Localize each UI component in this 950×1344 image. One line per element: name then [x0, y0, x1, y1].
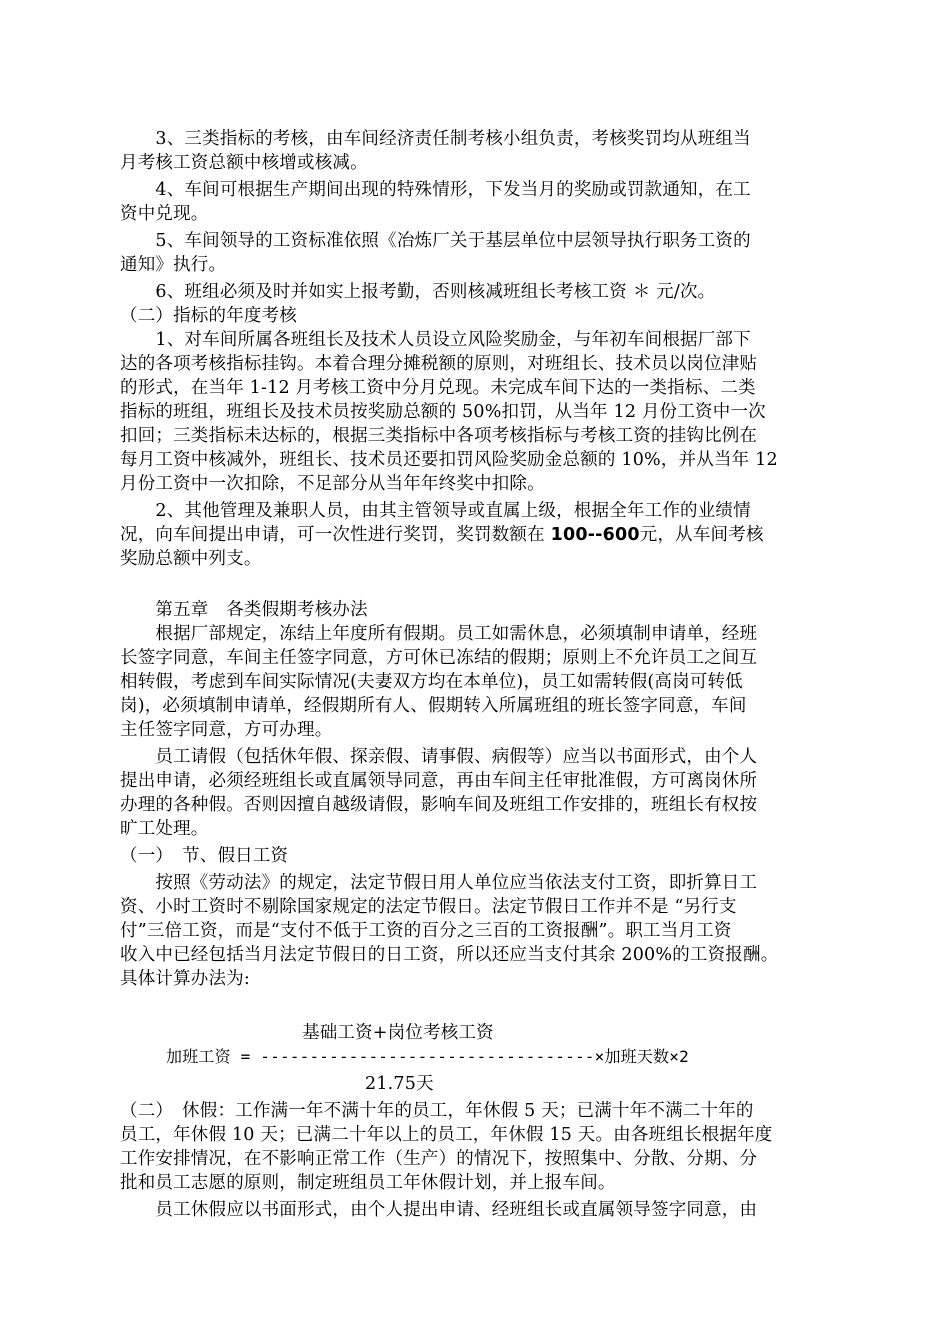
- paragraph-line: 4、车间可根据生产期间出现的特殊情形，下发当月的奖励或罚款通知，在工: [120, 180, 751, 200]
- paragraph-line: 3、三类指标的考核，由车间经济责任制考核小组负责，考核奖罚均从班组当: [120, 129, 751, 149]
- paragraph-line: 旷工处理。: [120, 819, 209, 839]
- paragraph-line: 长签字同意，车间主任签字同意，方可休已冻结的假期；原则上不允许员工之间互: [120, 648, 758, 668]
- paragraph-line: 付”三倍工资，而是“支付不低于工资的百分之三百的工资报酬”。职工当月工资: [120, 921, 732, 941]
- paragraph-line: 办理的各种假。否则因擅自越级请假，影响车间及班组工作安排的，班组长有权按: [120, 795, 758, 815]
- paragraph-line: 月份工资中一次扣除，不足部分从当年年终奖中扣除。: [120, 474, 545, 494]
- paragraph-line: 提出申请，必须经班组长或直属领导同意，再由车间主任审批准假，方可离岗休所: [120, 771, 758, 791]
- paragraph-line: 5、车间领导的工资标准依照《冶炼厂关于基层单位中层领导执行职务工资的: [120, 231, 751, 251]
- paragraph-line: 收入中已经包括当月法定节假日的日工资，所以还应当支付其余 200%的工资报酬。: [120, 945, 779, 965]
- paragraph-line: 2、其他管理及兼职人员，由其主管领导或直属上级，根据全年工作的业绩情: [120, 501, 751, 521]
- paragraph-line: 的形式，在当年 1-12 月考核工资中分月兑现。未完成车间下达的一类指标、二类: [120, 378, 756, 398]
- paragraph-line: 工作安排情况，在不影响正常工作（生产）的情况下，按照集中、分散、分期、分: [120, 1149, 758, 1169]
- formula-denominator: 21.75天: [365, 1074, 434, 1094]
- paragraph-line: 主任签字同意，方可办理。: [120, 720, 333, 740]
- paragraph-line: 批和员工志愿的原则，制定班组员工年休假计划，并上报车间。: [120, 1173, 616, 1193]
- paragraph-line: 通知》执行。: [120, 255, 227, 275]
- paragraph-line: 资、小时工资时不剔除国家规定的法定节假日。法定节假日工作并不是 “另行支: [120, 897, 737, 917]
- paragraph-line: 奖励总额中列支。: [120, 549, 262, 569]
- paragraph-line: 员工请假（包括休年假、探亲假、请事假、病假等）应当以书面形式，由个人: [120, 747, 758, 767]
- paragraph-text: 元，从车间考核: [639, 525, 764, 545]
- bonus-range: 100--600: [550, 525, 640, 545]
- paragraph-line: [120, 523, 840, 547]
- paragraph-line: 根据厂部规定，冻结上年度所有假期。员工如需休息，必须填制申请单，经班: [120, 624, 758, 644]
- section-heading: （一） 节、假日工资: [120, 846, 289, 866]
- paragraph-line: 员工休假应以书面形式，由个人提出申请、经班组长或直属领导签字同意，由: [120, 1200, 758, 1220]
- paragraph-line: 6、班组必须及时并如实上报考勤，否则核减班组长考核工资 ＊ 元/次。: [120, 282, 716, 302]
- paragraph-line: 1、对车间所属各班组长及技术人员设立风险奖励金，与年初车间根据厂部下: [120, 330, 751, 350]
- paragraph-line: 指标的班组，班组长及技术员按奖励总额的 50%扣罚，从当年 12 月份工资中一次: [120, 402, 766, 422]
- chapter-heading: 第五章 各类假期考核办法: [120, 600, 368, 620]
- paragraph-line: 员工，年休假 10 天；已满二十年以上的员工，年休假 15 天。由各班组长根据年度: [120, 1125, 773, 1145]
- paragraph-line: 相转假，考虑到车间实际情况(夫妻双方均在本单位)，员工如需转假(高岗可转低: [120, 672, 743, 692]
- formula-numerator: 基础工资+岗位考核工资: [302, 1023, 494, 1043]
- paragraph-line: 每月工资中核减外，班组长、技术员还要扣罚风险奖励金总额的 10%，并从当年 12: [120, 450, 778, 470]
- formula-expression: 加班工资 = ----------------------------------×加班天数×2: [166, 1047, 689, 1066]
- paragraph-line: 达的各项考核指标挂钩。本着合理分摊税额的原则，对班组长、技术员以岗位津贴: [120, 354, 758, 374]
- section-heading: （二）指标的年度考核: [120, 306, 297, 326]
- paragraph-line: 具体计算办法为:: [120, 969, 250, 989]
- paragraph-text: 况，向车间提出申请，可一次性进行奖罚，奖罚数额在: [120, 525, 551, 545]
- paragraph-line: 月考核工资总额中核增或核减。: [120, 153, 368, 173]
- paragraph-line: 资中兑现。: [120, 204, 209, 224]
- section-heading: （二） 休假：工作满一年不满十年的员工，年休假 5 天；已满十年不满二十年的: [120, 1101, 754, 1121]
- paragraph-line: 扣回；三类指标未达标的，根据三类指标中各项考核指标与考核工资的挂钩比例在: [120, 426, 758, 446]
- paragraph-line: 岗)，必须填制申请单，经假期所有人、假期转入所属班组的班长签字同意，车间: [120, 696, 747, 716]
- paragraph-line: 按照《劳动法》的规定，法定节假日用人单位应当依法支付工资，即折算日工: [120, 873, 758, 893]
